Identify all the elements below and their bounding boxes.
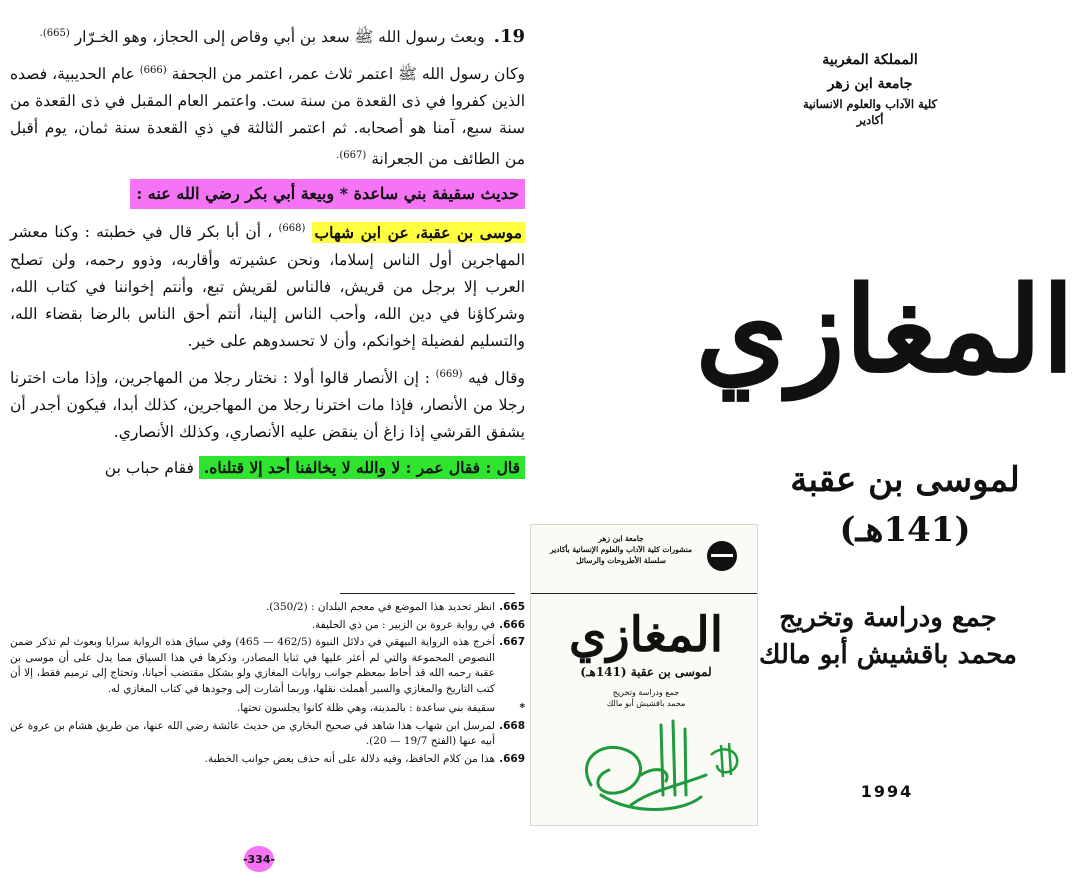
highlighted-narrator: موسى بن عقبة، عن ابن شهاب [312,222,525,243]
paragraph-19 [10,20,525,51]
paragraph-text: فقام حباب بن [104,458,194,477]
paragraph-text: عام الحديبية، فصده الذين كفروا في ذى القعدة من سنة ست. واعتمر العام المقبل في ذى القعدة من سنة سبع، آمنا هو أصحابه. ثم اعتمر الثالثة في ذي القعدة سنة ثمان، يوم أقبل من الطائف من الجعرانة [10,65,525,169]
footnote-ref: (666) [139,65,167,77]
compiler-name: محمد باقشيش أبو مالك [759,640,1017,670]
cover-author: لموسى بن عقبة (141هـ) [580,665,712,679]
cover-header-line: منشورات كلية الآداب والعلوم الإنسانية بأكادير [549,545,693,554]
footnote-divider [340,593,515,594]
paragraph-musa [10,215,525,354]
cover-header-line: جامعة ابن زهر [598,534,644,543]
footnote-text: في رواية عروة بن الزبير : من ذي الحليفة. [311,618,495,631]
footnote-text: انظر تحديد هذا الموضع في معجم البلدان : (350/2). [265,601,495,613]
footnote-text: أخرج هذه الرواية البيهقي في دلائل النبوة (462/5 — 465) وفي سياق هذه الرواية سرايا وبعوث لم تذكر ضمن النصوص المجموعة والتي لم أعثر عليها في ثنايا المصادر، وذكرها في هذا السياق مما يدل على أن موسى بن عقبة رحمه الله قد أحاط بمعظم جوانب روايات المغازي ولو بشكل مقتضب أحيانا، وتحتاج إلى ترميم فقط، إلا أن كتب التاريخ والمغازي والسير أهملت نقلها، وربما أشارت إلى وجودها في كتاب المغازي له. [10,636,495,695]
cover-compiled-label: جمع ودراسة وتخريج [612,688,680,697]
cover-header [531,525,757,594]
footnote-number: 665. [499,601,525,613]
institution-city: أكادير [856,113,884,127]
footnote-item [10,719,525,750]
footnote-text: هذا من كلام الحافظ، وفيه دلالة على أنه حذف بعض جوانب الخطبة. [204,752,495,765]
book-author: لموسى بن عقبة (141هـ) [790,460,1020,550]
paragraph-ansar [10,361,525,446]
footnote-ref: (665). [39,28,70,39]
tughra-seal-icon [571,715,751,820]
footnote-text: لمرسل ابن شهاب هذا شاهد في صحيح البخاري من حديث عائشة رضي الله عنها، من طريق هشام بن عروة عن أبيه عنها (الفتح 19/7 — 20). [10,719,495,747]
institution-block [740,48,1000,128]
footnotes [10,600,525,769]
compiler-block [758,600,1018,674]
paragraph-umar [10,454,525,482]
cover-compiler-name: محمد باقشيش أبو مالك [606,699,686,708]
paragraph-text: : إن الأنصار قالوا أولا : نختار رجلا من المهاجرين، وإذا مات اخترنا رجلا من الأنصار، فإذا مات اخترنا رجلا من المهاجرين، كذلك أبدا، فيكون أجدر أن يشفق القرشي إذا زاغ أن ينقض عليه الأنصاري، وكذلك الأنصاري. [10,368,525,441]
section-heading-wrapper [10,179,525,209]
paragraph-text: وقال فيه [468,368,526,387]
footnote-number: 669. [499,752,525,765]
left-page [10,20,525,488]
footnote-ref: (669) [435,368,463,380]
footnote-number: 668. [499,719,525,732]
footnote-item [10,701,525,717]
footnote-item [10,618,525,634]
institution-country: المملكة المغربية [822,52,918,68]
footnote-text: سقيفة بني ساعدة : بالمدينة، وهي ظلة كانوا يجلسون تحتها. [236,702,495,714]
paragraph-text: ، أن أبا بكر قال في خطبته : وكنا معشر المهاجرين أول الناس إسلاما، ونحن عشيرته وأقاربه، وذوو رحمه، ولن تصلح العرب إلا برجل من قريش، فالناس لقريش تبع، وأنتم إخواننا في كتاب الله، وشركاؤنا في دين الله، وأحب الناس إلينا، أنتم أحق الناس بالرضا بقضاء الله، والتسليم لفضيلة إخوانكم، وأن لا تحسدوهم على خير. [10,223,525,350]
footnote-number: 666. [499,618,525,631]
footnote-item [10,752,525,768]
footnote-ref: (667). [336,150,367,162]
cover-header-line: سلسلة الأطروحات والرسائل [576,556,666,565]
book-title: المغازي [695,260,1075,399]
page-number: -334- [244,846,274,872]
footnote-number: 667. [499,636,525,648]
paragraph-umra [10,57,525,173]
cover-title: المغازي [568,607,724,663]
cover-header-text [541,533,701,566]
footnote-item [10,635,525,697]
institution-faculty: كلية الآداب والعلوم الانسانية [802,97,938,111]
book-cover [530,524,758,826]
footnote-item [10,600,525,616]
paragraph-number: 19. [493,26,525,48]
university-logo-icon [707,541,737,571]
footnote-number: * [519,702,525,714]
paragraph-text: وبعث رسول الله ﷺ سعد بن أبي وقاص إلى الحجاز، وهو الخـرّار [74,28,485,47]
section-heading: حديث سقيفة بني ساعدة * وبيعة أبي بكر رضي الله عنه : [130,179,525,209]
institution-university: جامعة ابن زهر [827,76,913,92]
compiled-label: جمع ودراسة وتخريج [779,603,997,633]
highlighted-quote: قال : فقال عمر : لا والله لا يخالفنا أحد إلا قتلناه. [199,456,525,479]
cover-compiler [561,687,731,709]
paragraph-text: وكان رسول الله ﷺ اعتمر ثلاث عمر، اعتمر من الجحفة [171,65,526,84]
footnote-ref: (668) [278,223,306,235]
publication-year: 1994 [860,782,914,801]
